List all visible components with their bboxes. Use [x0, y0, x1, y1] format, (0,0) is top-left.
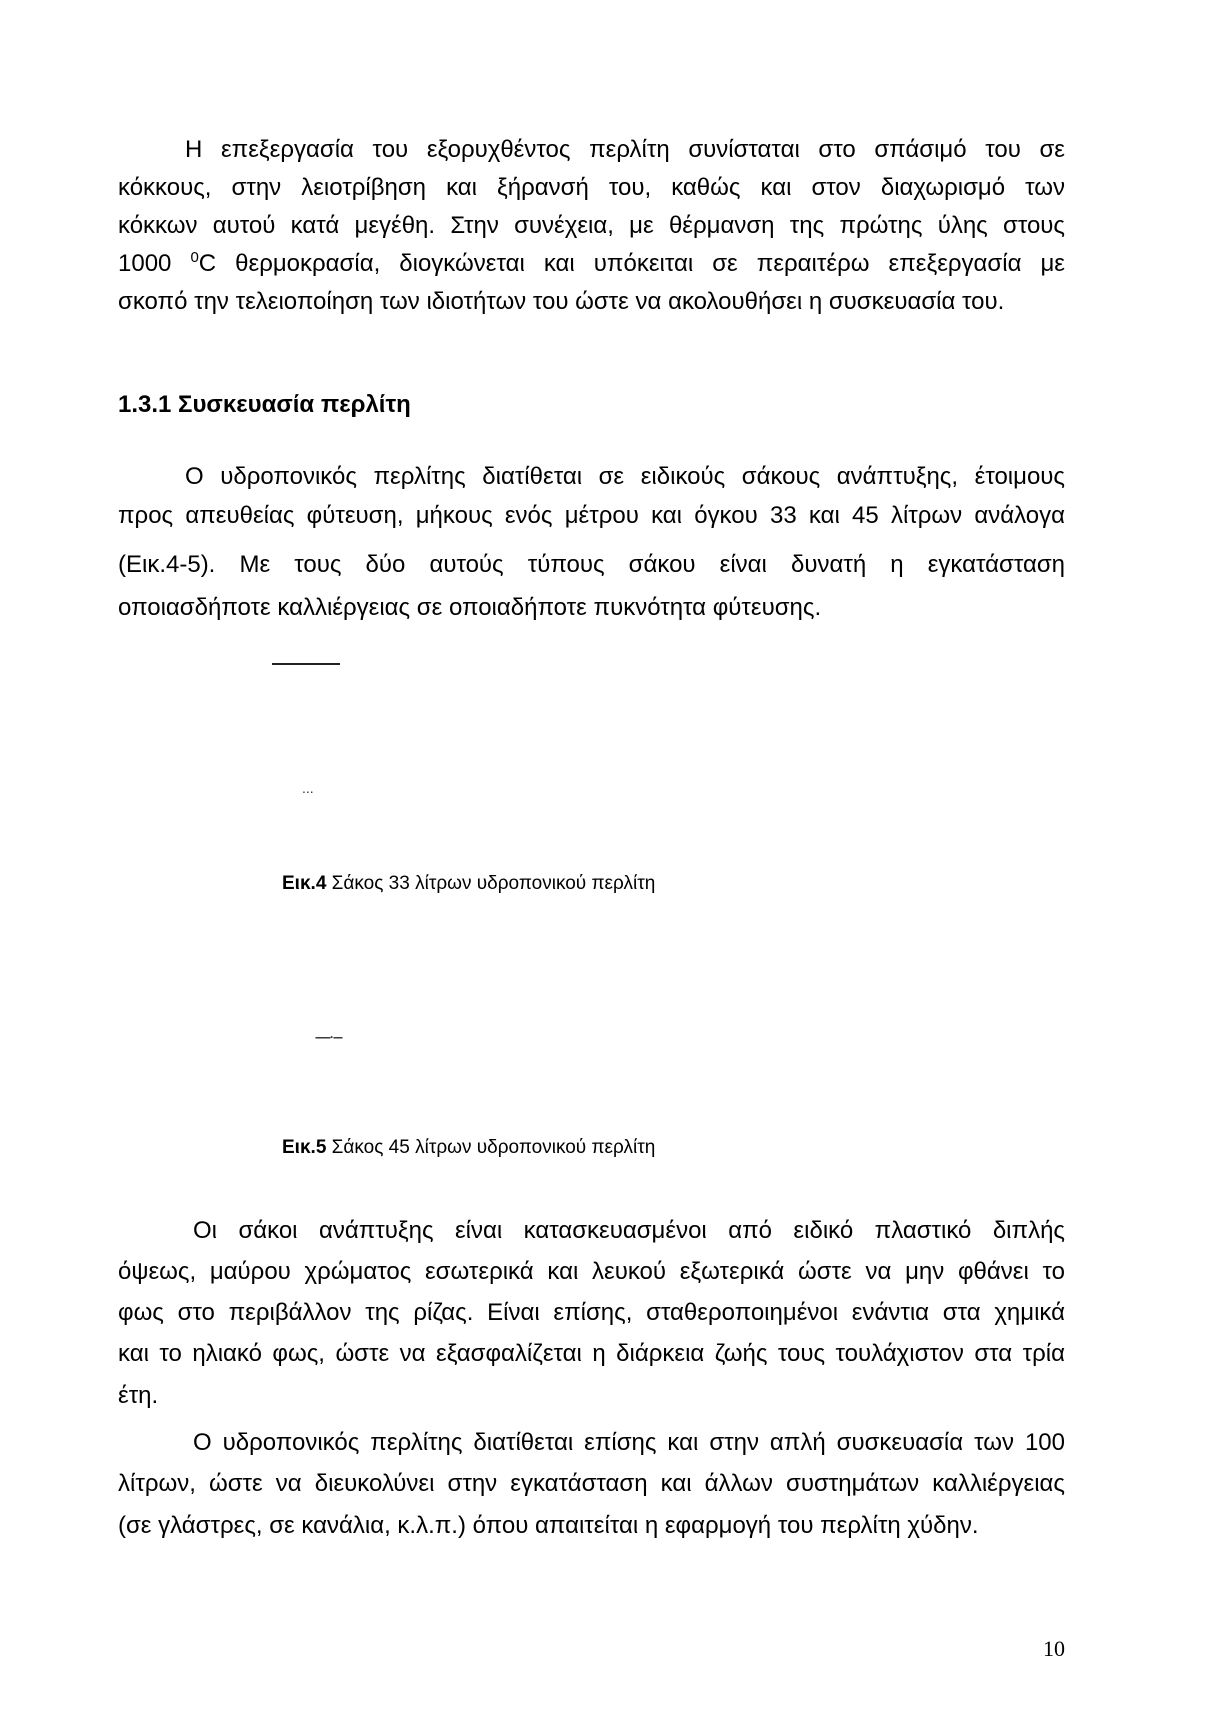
- paragraph-2-line-4: οποιασδήποτε καλλιέργειας σε οποιαδήποτε πυκνότητα φύτευσης.: [118, 594, 822, 621]
- paragraph-1-line-3: κόκκων αυτού κατά μεγέθη. Στην συνέχεια, με θέρμανση της πρώτης ύλης στους: [118, 212, 1065, 239]
- paragraph-3-line-5: έτη.: [118, 1382, 159, 1409]
- paragraph-1-line-2: κόκκους, στην λειοτρίβηση και ξήρανσή του, καθώς και στον διαχωρισμό των: [118, 174, 1065, 201]
- scan-artifact-line: [272, 663, 340, 665]
- section-heading: 1.3.1 Συσκευασία περλίτη: [118, 391, 411, 418]
- figure-4-label: Εικ.4: [282, 873, 327, 894]
- figure-5-label: Εικ.5: [282, 1137, 327, 1158]
- page-number: 10: [1043, 1636, 1065, 1661]
- figure-5-text: Σάκος 45 λίτρων υδροπονικού περλίτη: [326, 1137, 656, 1158]
- scan-artifact-dots: ...: [302, 780, 314, 796]
- degree-superscript: 0: [190, 249, 199, 266]
- paragraph-2-line-2: προς απευθείας φύτευση, μήκους ενός μέτρου και όγκου 33 και 45 λίτρων ανάλογα: [118, 502, 1065, 529]
- paragraph-1-line-4-rest: C θερμοκρασία, διογκώνεται και υπόκειται σε περαιτέρω επεξεργασία με: [198, 250, 1066, 277]
- figure-4-text: Σάκος 33 λίτρων υδροπονικού περλίτη: [326, 873, 656, 894]
- paragraph-2-line-3: (Εικ.4-5). Με τους δύο αυτούς τύπους σάκου είναι δυνατή η εγκατάσταση: [118, 551, 1065, 578]
- paragraph-3-line-3: φως στο περιβάλλον της ρίζας. Είναι επίσης, σταθεροποιημένοι ενάντια στα χημικά: [118, 1299, 1065, 1326]
- paragraph-3-line-2: όψεως, μαύρου χρώματος εσωτερικά και λευκού εξωτερικά ώστε να μην φθάνει το: [118, 1258, 1065, 1285]
- figure-4-caption: [282, 872, 655, 896]
- paragraph-1-line-4: [118, 250, 1065, 278]
- paragraph-3-line-4: και το ηλιακό φως, ώστε να εξασφαλίζεται η διάρκεια ζωής τους τουλάχιστον στα τρία: [118, 1340, 1065, 1367]
- paragraph-4-line-3: (σε γλάστρες, σε κανάλια, κ.λ.π.) όπου απαιτείται η εφαρμογή του περλίτη χύδην.: [118, 1512, 979, 1539]
- temperature-value: 1000: [118, 250, 191, 277]
- paragraph-2-line-1: Ο υδροπονικός περλίτης διατίθεται σε ειδικούς σάκους ανάπτυξης, έτοιμους: [185, 463, 1065, 490]
- paragraph-1-line-5: σκοπό την τελειοποίηση των ιδιοτήτων του ώστε να ακολουθήσει η συσκευασία του.: [118, 288, 1005, 315]
- paragraph-3-line-1: Οι σάκοι ανάπτυξης είναι κατασκευασμένοι από ειδικό πλαστικό διπλής: [193, 1217, 1065, 1244]
- paragraph-4-line-1: Ο υδροπονικός περλίτης διατίθεται επίσης και στην απλή συσκευασία των 100: [193, 1429, 1065, 1456]
- scan-artifact-dashes: -----·---: [315, 1030, 342, 1044]
- paragraph-1-line-1: Η επεξεργασία του εξορυχθέντος περλίτη συνίσταται στο σπάσιμό του σε: [185, 136, 1065, 163]
- paragraph-4-line-2: λίτρων, ώστε να διευκολύνει στην εγκατάσταση και άλλων συστημάτων καλλιέργειας: [118, 1470, 1065, 1497]
- figure-5-caption: [282, 1136, 655, 1160]
